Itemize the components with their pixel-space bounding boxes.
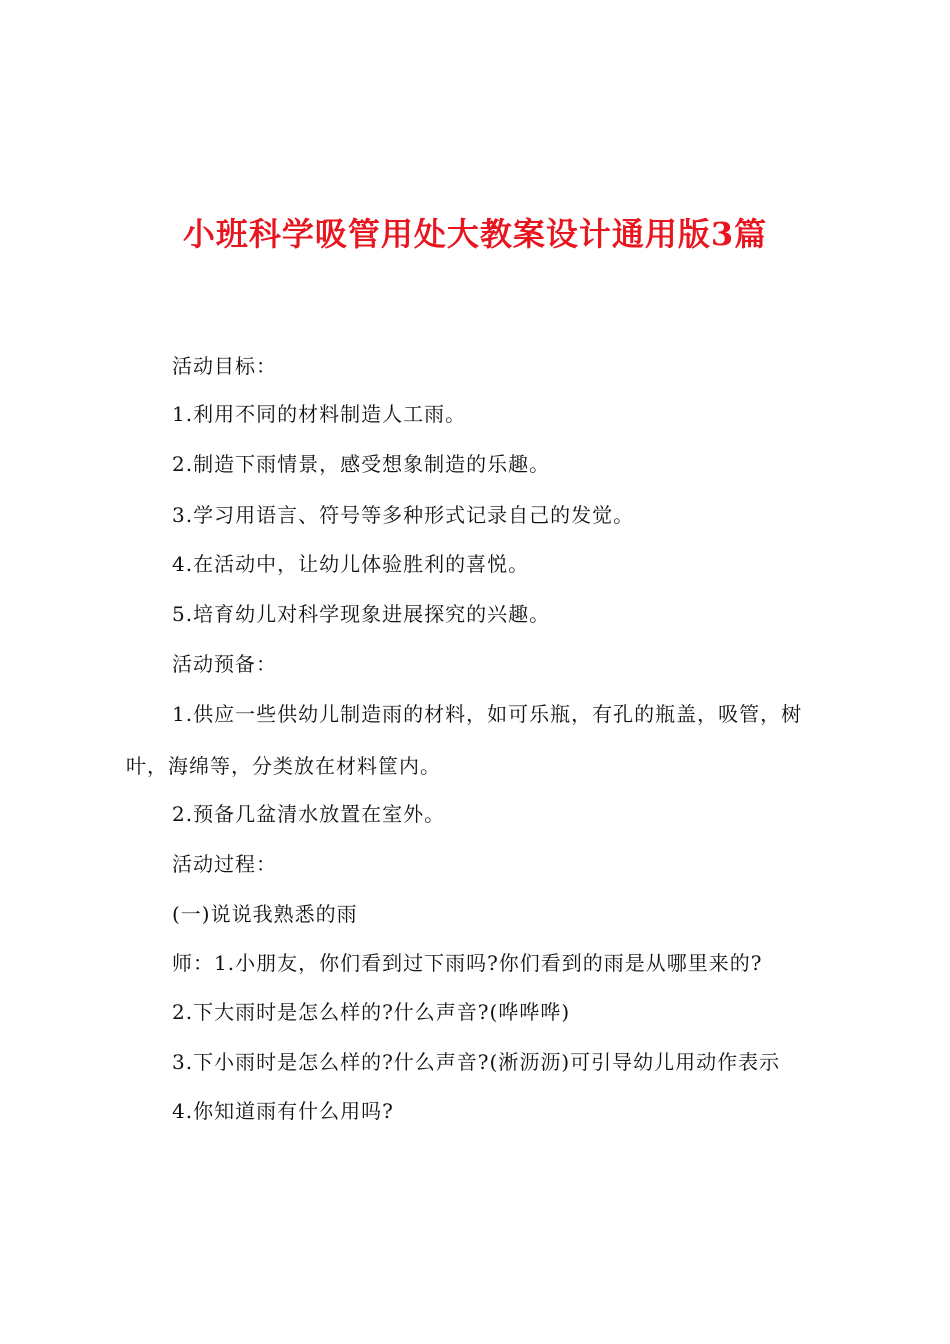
goal-item-3: 3.学习用语言、符号等多种形式记录自己的发觉。 (172, 503, 635, 527)
goal-item-1: 1.利用不同的材料制造人工雨。 (172, 402, 467, 426)
section-heading-preparation: 活动预备： (172, 652, 277, 676)
preparation-item-1: 1.供应一些供幼儿制造雨的材料，如可乐瓶，有孔的瓶盖，吸管，树叶，海绵等，分类放在材料筐内。 (126, 702, 803, 778)
preparation-item-2: 2.预备几盆清水放置在室外。 (172, 802, 446, 826)
goal-item-5: 5.培育幼儿对科学现象进展探究的兴趣。 (172, 602, 551, 626)
process-question-3: 3.下小雨时是怎么样的?什么声音?(淅沥沥)可引导幼儿用动作表示 (172, 1050, 781, 1074)
section-heading-goals: 活动目标： (172, 354, 277, 378)
document-title: 小班科学吸管用处大教案设计通用版3篇 (182, 215, 768, 253)
process-question-1: 师：1.小朋友，你们看到过下雨吗?你们看到的雨是从哪里来的? (172, 951, 763, 975)
process-subheading-1: (一)说说我熟悉的雨 (172, 902, 358, 926)
section-heading-process: 活动过程： (172, 852, 277, 876)
goal-item-2: 2.制造下雨情景，感受想象制造的乐趣。 (172, 452, 551, 476)
goal-item-4: 4.在活动中，让幼儿体验胜利的喜悦。 (172, 552, 530, 576)
process-question-2: 2.下大雨时是怎么样的?什么声音?(哗哗哗) (172, 1000, 571, 1024)
process-question-4: 4.你知道雨有什么用吗? (172, 1099, 394, 1123)
